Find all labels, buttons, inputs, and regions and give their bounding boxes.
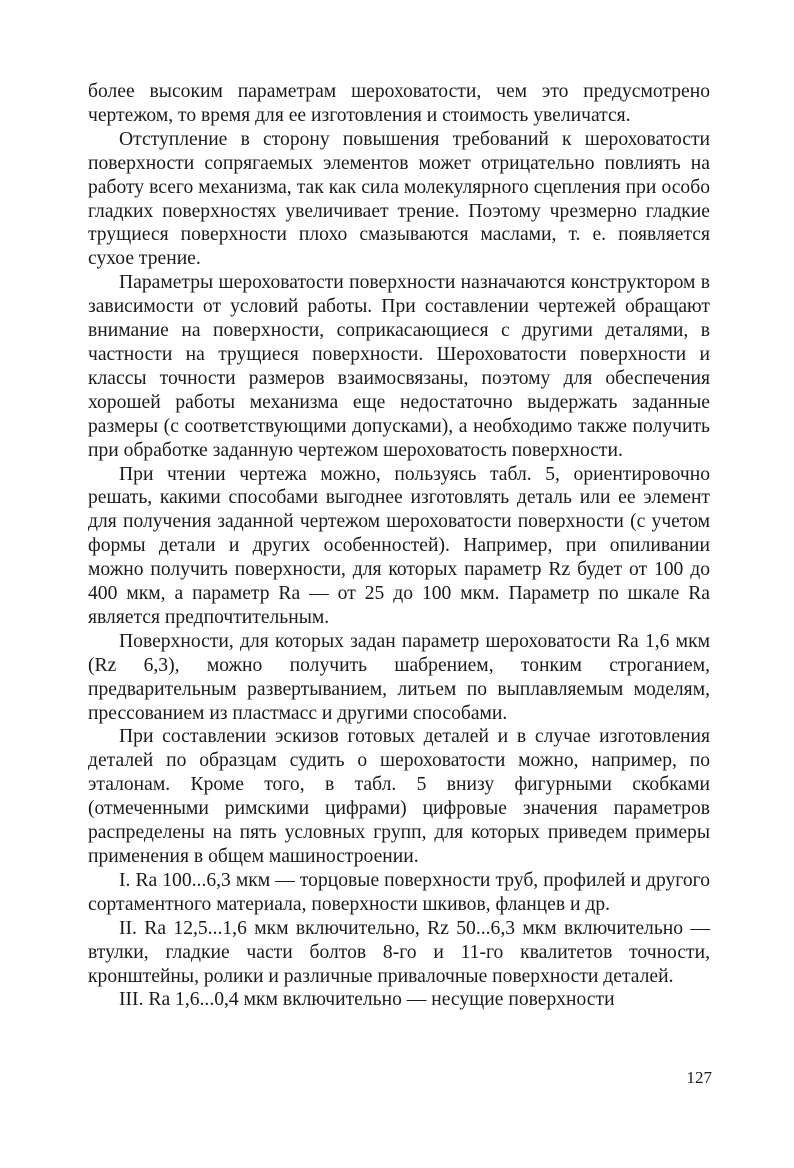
page-number: 127 xyxy=(686,1068,712,1087)
paragraph-reading-drawing: При чтении чертежа можно, пользуясь табл. 5, ориентировочно решать, какими способами выгоднее изготовлять деталь или ее элемент для получения заданной чертежом шероховатости поверхности (с учетом формы детали и других особенностей). Например, при опиливании можно получить поверхности, для которых параметр Rz будет от 100 до 400 мкм, а параметр Ra — от 25 до 100 мкм. Параметр по шкале Ra является предпочтительным. xyxy=(88,463,710,628)
paragraph-designer-parameters: Параметры шероховатости поверхности назначаются конструктором в зависимости от условий работы. При составлении чертежей обращают внимание на поверхности, соприкасающиеся с другими деталями, в частности на трущиеся поверхности. Шероховатости поверхности и классы точности размеров взаимосвязаны, поэтому для обеспечения хорошей работы механизма еще недостаточно выдержать заданные размеры (с соответствующими допусками), а необходимо также получить при обработке заданную чертежом шероховатость поверхности. xyxy=(88,272,710,461)
paragraph-sketches: При составлении эскизов готовых деталей и в случае изготовления деталей по образцам судить о шероховатости можно, например, по эталонам. Кроме того, в табл. 5 внизу фигурными скобками (отмеченными римскими цифрами) цифровые значения параметров распределены на пять условных групп, для которых приведем примеры применения в общем машиностроении. xyxy=(88,726,710,867)
paragraph-smoothness-friction: Отступление в сторону повышения требований к шероховатости поверхности сопрягаемых элементов может отрицательно повлиять на работу всего механизма, так как сила молекулярного сцепления при особо гладких поверхностях увеличивает трение. Поэтому чрезмерно гладкие трущиеся поверхности плохо смазываются маслами, т. е. появляется сухое трение. xyxy=(88,128,710,270)
paragraph-group-1: I. Ra 100...6,3 мкм — торцовые поверхности труб, профилей и другого сортаментного материала, поверхности шкивов, фланцев и др. xyxy=(88,869,710,915)
page-body xyxy=(88,80,710,1012)
paragraph-ra-1-6: Поверхности, для которых задан параметр шероховатости Ra 1,6 мкм (Rz 6,3), можно получить шабрением, тонким строганием, предварительным развертыванием, литьем по выплавляемым моделям, прессованием из пластмасс и другими способами. xyxy=(88,630,710,724)
paragraph-group-3: III. Ra 1,6...0,4 мкм включительно — несущие поверхности xyxy=(119,989,615,1011)
paragraph-group-2: II. Ra 12,5...1,6 мкм включительно, Rz 50...6,3 мкм включительно — втулки, гладкие части болтов 8-го и 11-го квалитетов точности, кронштейны, ролики и различные привалочные поверхности деталей. xyxy=(88,917,710,987)
paragraph-continuation: более высоким параметрам шероховатости, чем это предусмотрено чертежом, то время для ее изготовления и стоимость увеличатся. xyxy=(88,81,710,126)
